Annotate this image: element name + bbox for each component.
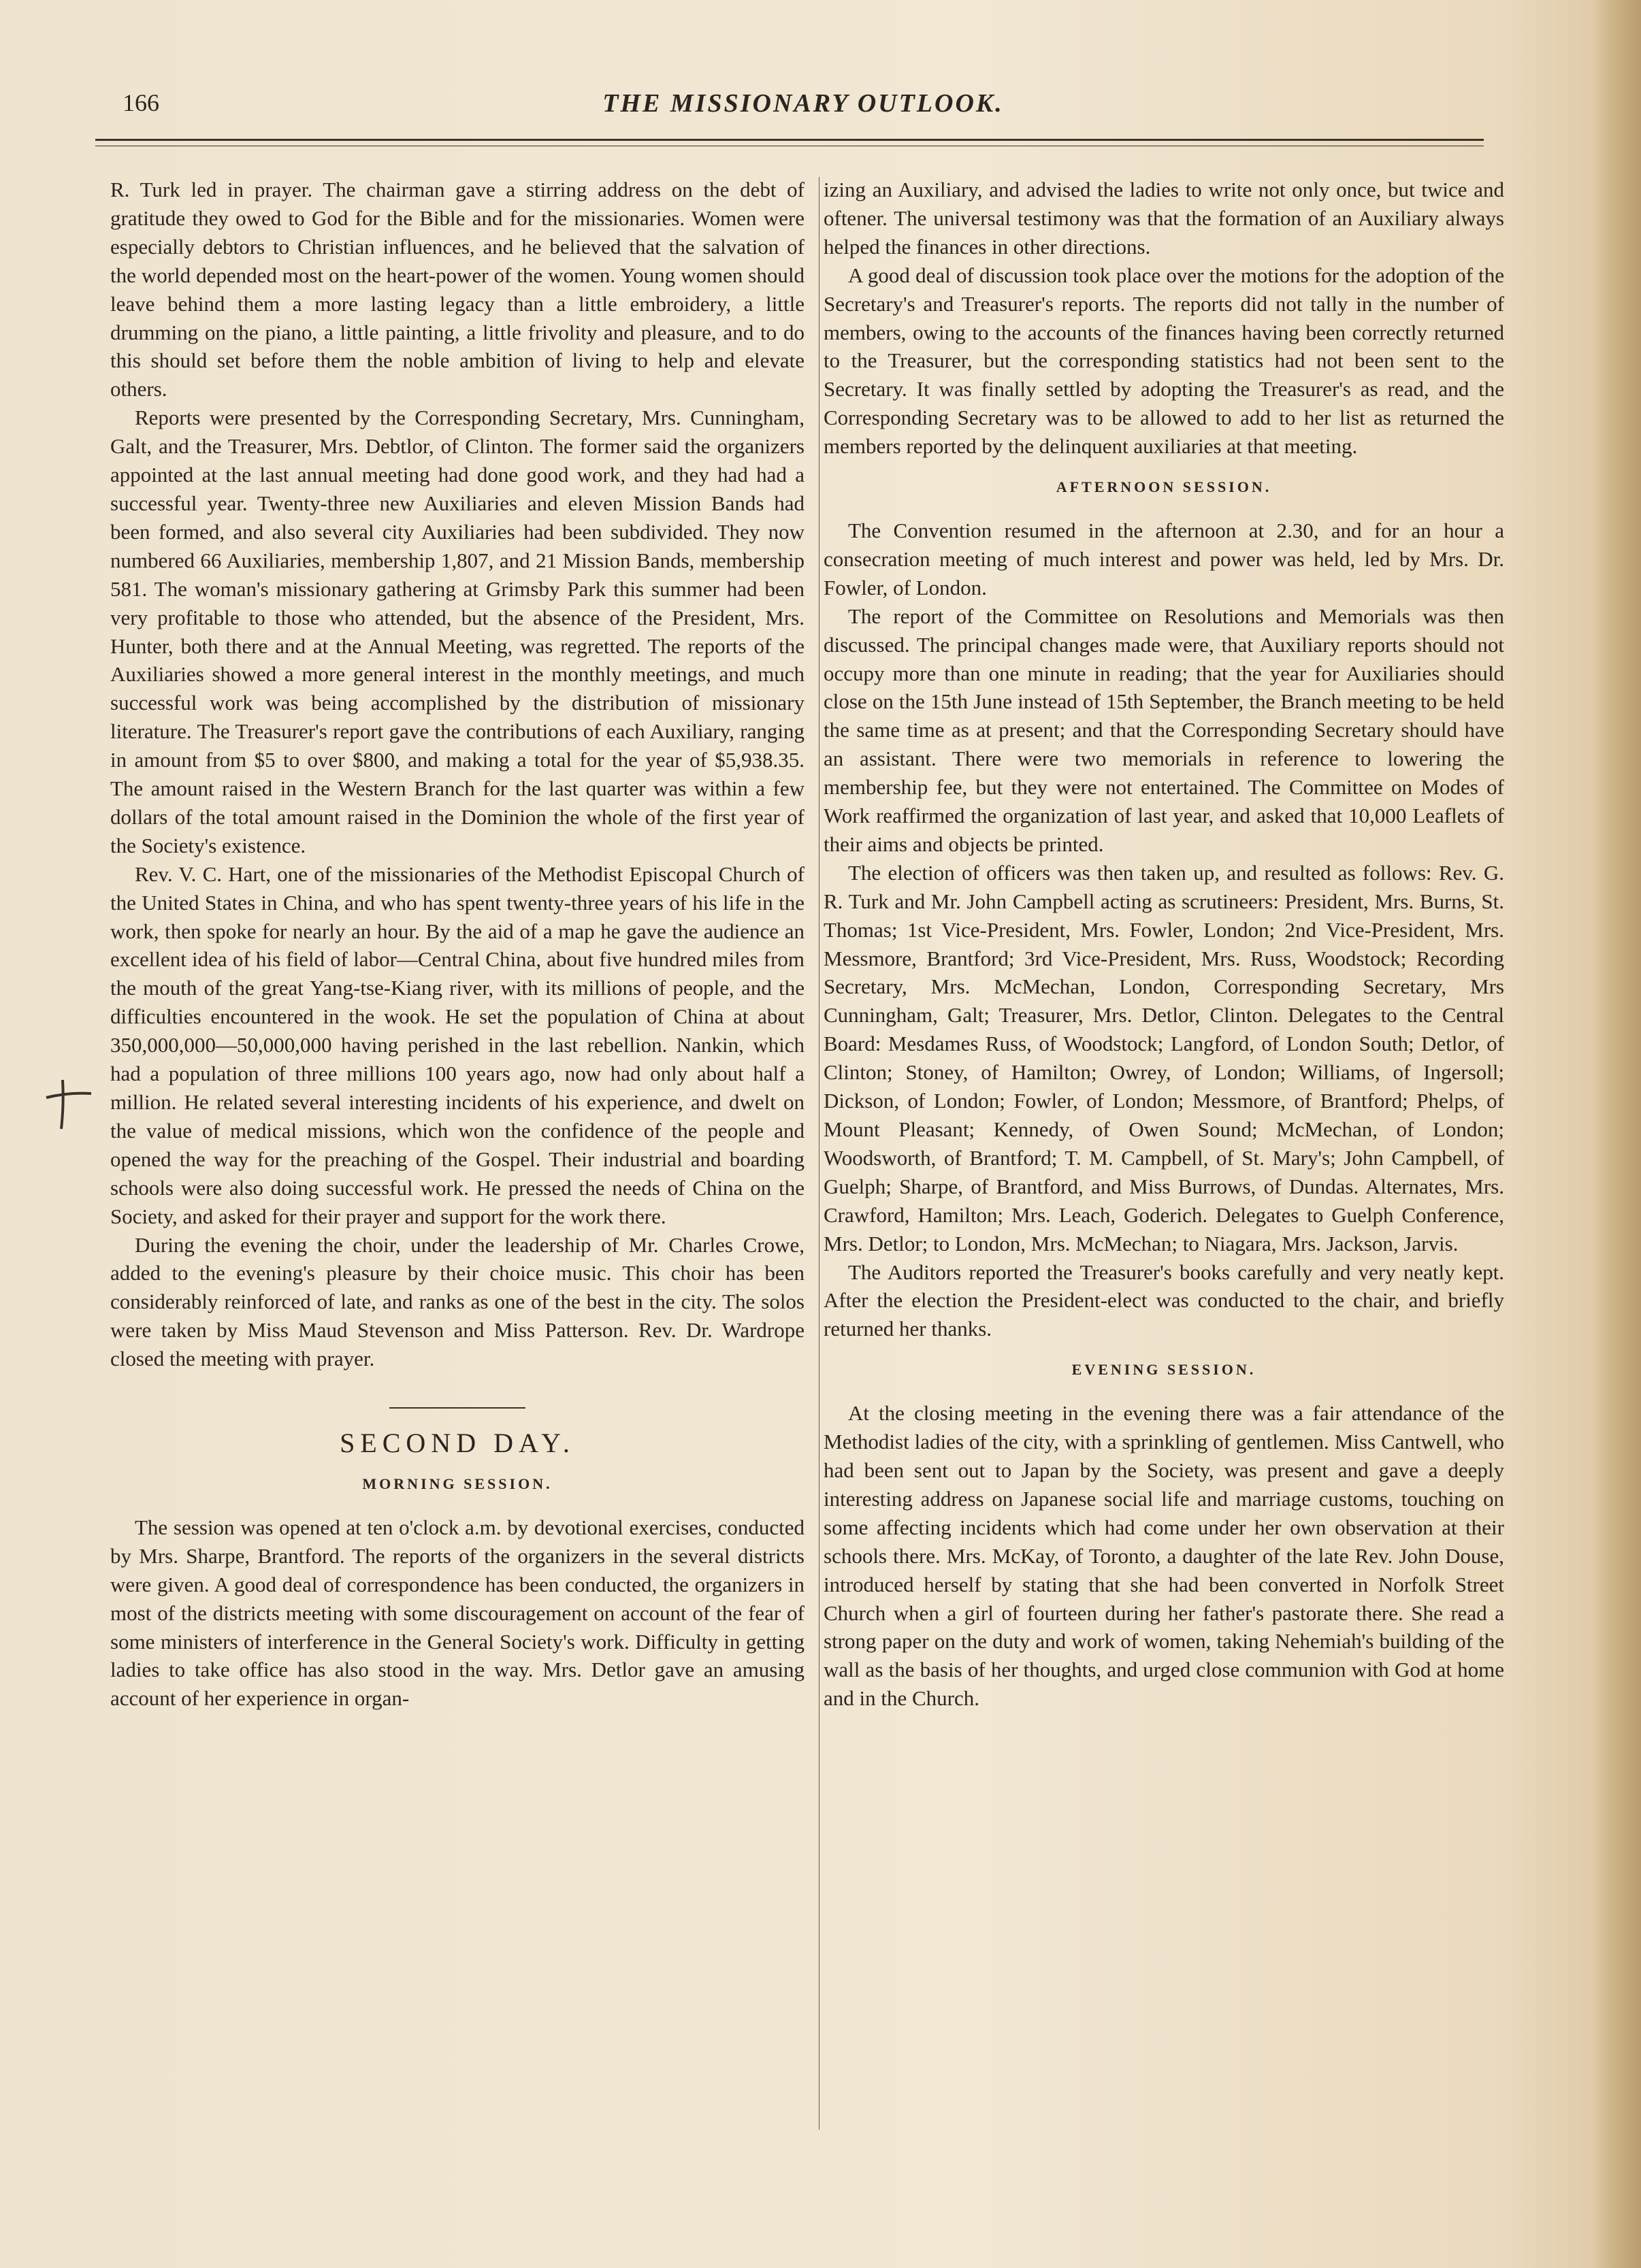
paragraph: The election of officers was then taken up, and resulted as follows: Rev. G. R. Turk and Mr. John Campbell acting as scrutineers: President, Mrs. Burns, St. Thomas; 1st Vice-President, Mrs. Fowler, London; 2nd Vice-President, Mrs. Messmore, Brantford; 3rd Vice-President, Mrs. Russ, Woodstock; Recording Secretary, Mrs. McMechan, London, Corresponding Secretary, Mrs Cunningham, Galt; Treasurer, Mrs. Detlor, Clinton. Delegates to the Central Board: Mesdames Russ, of Woodstock; Langford, of London South; Detlor, of Clinton; Stoney, of Hamilton; Owrey, of London; Williams, of Ingersoll; Dickson, of London; Fowler, of London; Messmore, of Brantford; Phelps, of Mount Pleasant; Kennedy, of Owen Sound; McMechan, of London; Woodsworth, of Brantford; T. M. Campbell, of St. Mary's; John Campbell, of Guelph; Sharpe, of Brantford, and Miss Burrows, of Dundas. Alternates, Mrs. Crawford, Hamilton; Mrs. Leach, Goderich. Delegates to Guelph Conference, Mrs. Detlor; to London, Mrs. McMechan; to Niagara, Mrs. Jackson, Jarvis.	[824, 860, 1504, 1255]
right-column	[824, 176, 1504, 1713]
paragraph: Reports were presented by the Corresponding Secretary, Mrs. Cunningham, Galt, and the Treasurer, Mrs. Debtlor, of Clinton. The former said the organizers appointed at the last annual meeting had done good work, and they had had a successful year. Twenty-three new Auxiliaries and eleven Mission Bands had been formed, and also several city Auxiliaries had been subdivided. They now numbered 66 Auxiliaries, membership 1,807, and 21 Mission Bands, membership 581. The woman's missionary gathering at Grimsby Park this summer had been very profitable to those who attended, but the absence of the President, Mrs. Hunter, both there and at the Annual Meeting, was regretted. The reports of the Auxiliaries showed a more general interest in the monthly meetings, and much successful work was being accomplished by the distribution of missionary literature. The Treasurer's report gave the contributions of each Auxiliary, ranging in amount from $5 to over $800, and making a total for the year of $5,938.35. The amount raised in the Western Branch for the last quarter was within a few dollars of the total amount raised in the Dominion the whole of the first year of the Society's existence.	[110, 406, 805, 857]
paragraph: At the closing meeting in the evening there was a fair attendance of the Methodist ladies of the city, with a sprinkling of gentlemen. Miss Cantwell, who had been sent out to Japan by the Society, was present and gave a deeply interesting address on Japanese social life and marriage customs, touching on some affecting incidents which had come under her own observation at their schools there. Mrs. McKay, of Toronto, a daughter of the late Rev. John Douse, introduced herself by stating that she had been converted in Norfolk Street Church when a girl of fourteen during her father's pastorate there. She read a strong paper on the duty and work of women, taking Nehemiah's building of the wall as the basis of her thoughts, and urged close communion with God at home and in the Church.	[824, 1401, 1504, 1711]
page-number: 166	[123, 89, 159, 116]
paragraph: The Auditors reported the Treasurer's books carefully and very neatly kept. After the election the President-elect was conducted to the chair, and briefly returned her thanks.	[824, 1260, 1504, 1341]
evening-session-heading: EVENING SESSION.	[1071, 1361, 1256, 1379]
paragraph: A good deal of discussion took place over the motions for the adoption of the Secretary's and Treasurer's reports. The reports did not tally in the number of members, owing to the accounts of the finances having been correctly returned to the Treasurer, but the corresponding statistics had not been sent to the Secretary. It was finally settled by adopting the Treasurer's as read, and the Corresponding Secretary was to be allowed to add to her list as returned the members reported by the delinquent auxiliaries at that meeting.	[824, 263, 1504, 459]
header-rule-thick	[95, 139, 1484, 141]
section-divider	[389, 1407, 525, 1409]
left-column	[110, 176, 805, 1713]
running-title: THE MISSIONARY OUTLOOK.	[602, 89, 1004, 118]
paragraph: The Convention resumed in the afternoon at 2.30, and for an hour a consecration meeting of much interest and power was held, led by Mrs. Dr. Fowler, of London.	[824, 518, 1504, 599]
paragraph: R. Turk led in prayer. The chairman gave a stirring address on the debt of gratitude they owed to God for the Bible and for the missionaries. Women were especially debtors to Christian influences, and he believed that the salvation of the world depended most on the heart-power of the women. Young women should leave behind them a more lasting legacy than a little embroidery, a little drumming on the piano, a little painting, a little frivolity and pleasure, and to do this should set before them the noble ambition of living to help and elevate others.	[110, 178, 805, 401]
paragraph: Rev. V. C. Hart, one of the missionaries of the Methodist Episcopal Church of the United States in China, and who has spent twenty-three years of his life in the work, then spoke for nearly an hour. By the aid of a map he gave the audience an excellent idea of his field of labor—Central China, about five hundred miles from the mouth of the great Yang-tse-Kiang river, with its millions of people, and the difficulties encountered in the wook. He set the population of China at about 350,000,000—50,000,000 having perished in the last rebellion. Nankin, which had a population of three millions 100 years ago, now had only about half a million. He related several interesting incidents of his experience, and dwelt on the value of medical missions, which won the confidence of the people and opened the way for the preaching of the Gospel. Their industrial and boarding schools were also doing successful work. He pressed the needs of China on the Society, and asked for their prayer and support for the work there.	[110, 861, 805, 1228]
page-edge-shadow	[1593, 0, 1641, 2268]
paragraph: izing an Auxiliary, and advised the ladies to write not only once, but twice and oftener. The universal testimony was that the formation of an Auxiliary always helped the finances in other directions.	[824, 178, 1504, 259]
second-day-heading: SECOND DAY.	[340, 1428, 575, 1459]
afternoon-session-heading: AFTERNOON SESSION.	[1056, 478, 1272, 496]
paragraph: The report of the Committee on Resolutions and Memorials was then discussed. The principal changes made were, that Auxiliary reports should not occupy more than one minute in reading; that the year for Auxiliaries should close on the 15th June instead of 15th September, the Branch meeting to be held the same time as at present; and that the Corresponding Secretary should have an assistant. There were two memorials in reference to lowering the membership fee, but they were not entertained. The Committee on Modes of Work reaffirmed the organization of last year, and asked that 10,000 Leaflets of their aims and objects be printed.	[824, 604, 1504, 856]
handwritten-cross-mark	[41, 1077, 95, 1132]
morning-session-heading: MORNING SESSION.	[362, 1475, 553, 1492]
paragraph: During the evening the choir, under the leadership of Mr. Charles Crowe, added to the evening's pleasure by their choice music. This choir has been considerably reinforced of late, and ranks as one of the best in the city. The solos were taken by Miss Maud Stevenson and Miss Patterson. Rev. Dr. Wardrope closed the meeting with prayer.	[110, 1232, 805, 1371]
paragraph: The session was opened at ten o'clock a.m. by devotional exercises, conducted by Mrs. Sharpe, Brantford. The reports of the organizers in the several districts were given. A good deal of correspondence has been conducted, the organizers in most of the districts meeting with some discouragement on account of the fear of some ministers of interference in the General Society's work. Difficulty in getting ladies to take office has also stood in the way. Mrs. Detlor gave an amusing account of her experience in organ-	[110, 1515, 805, 1711]
page-header	[123, 88, 1484, 129]
